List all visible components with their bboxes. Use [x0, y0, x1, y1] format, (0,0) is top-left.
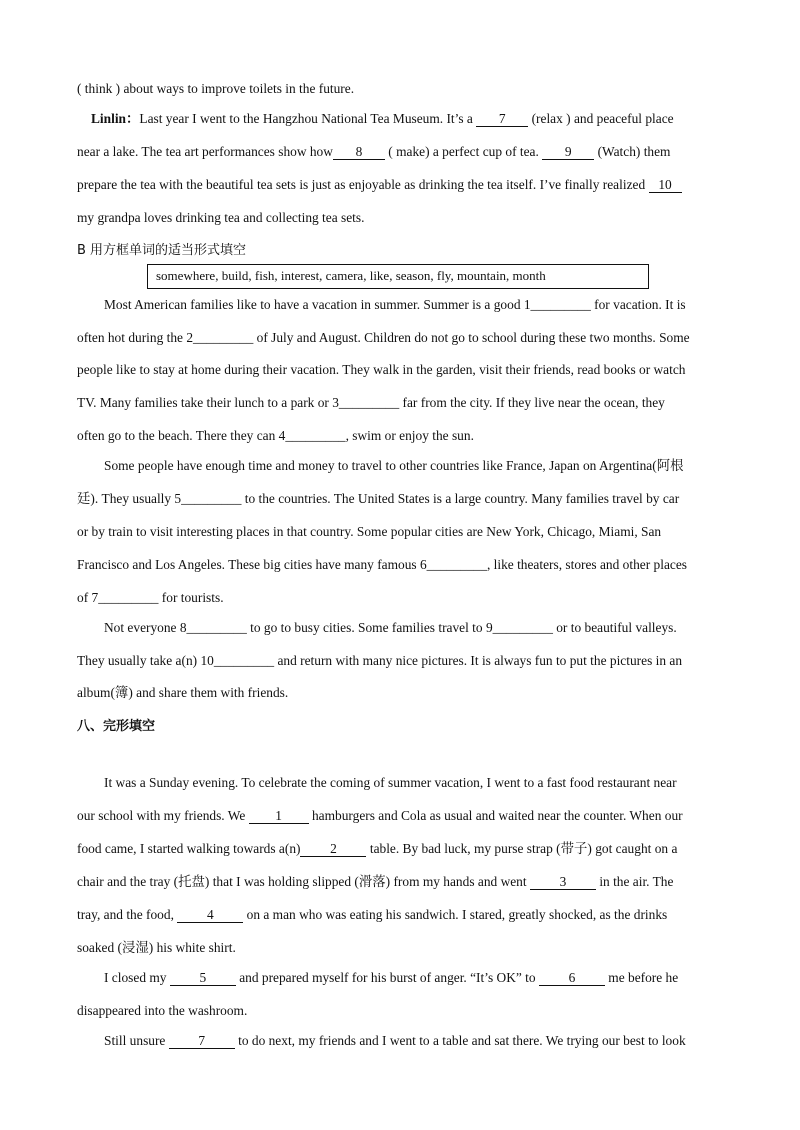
text-line: TV. Many families take their lunch to a park or 3_________ far from the city. If they live near the ocean, they — [77, 395, 665, 410]
text-line: prepare the tea with the beautiful tea sets is just as enjoyable as drinking the tea itself. I’ve finally realized 10 — [77, 176, 682, 194]
text-line: They usually take a(n) 10_________ and return with many nice pictures. It is always fun to put the pictures in an — [77, 653, 683, 668]
text-line: my grandpa loves drinking tea and collecting tea sets. — [77, 210, 365, 225]
text-line: disappeared into the washroom. — [77, 1003, 248, 1018]
text-line: of 7_________ for tourists. — [77, 590, 224, 605]
answer-blank[interactable]: 6 — [539, 971, 605, 986]
answer-blank[interactable]: 9 — [542, 145, 594, 160]
answer-blank[interactable]: 7 — [476, 112, 528, 127]
answer-blank[interactable]: 2 — [300, 842, 366, 857]
text-line: tray, and the food, 4 on a man who was eating his sandwich. I stared, greatly shocked, as the drinks — [77, 907, 668, 922]
speaker-name: Linlin — [91, 111, 126, 126]
text-line: Still unsure 7 to do next, my friends and I went to a table and sat there. We trying our best to look — [104, 1033, 686, 1048]
text-line: Most American families like to have a vacation in summer. Summer is a good 1_________ for vacation. It is — [104, 297, 686, 312]
answer-blank[interactable]: 4 — [177, 908, 243, 923]
answer-blank[interactable]: 7 — [169, 1034, 235, 1049]
text-line: 廷). They usually 5_________ to the countries. The United States is a large country. Many families travel by car — [77, 491, 680, 506]
text-line: our school with my friends. We 1 hamburgers and Cola as usual and waited near the counter. When our — [77, 808, 683, 823]
answer-blank[interactable]: 3 — [530, 875, 596, 890]
answer-blank[interactable]: 8 — [333, 145, 385, 160]
answer-blank[interactable]: 1 — [249, 809, 309, 824]
answer-blank[interactable]: 5 — [170, 971, 236, 986]
text-line: often go to the beach. There they can 4_________, swim or enjoy the sun. — [77, 428, 474, 443]
text-line: ( think ) about ways to improve toilets in the future. — [77, 81, 355, 96]
section-heading: 八、完形填空 — [77, 719, 156, 734]
text-line: food came, I started walking towards a(n) 2 table. By bad luck, my purse strap (带子) got caught on a — [77, 841, 678, 856]
text-line: I closed my 5 and prepared myself for his burst of anger. “It’s OK” to 6 me before he — [104, 970, 679, 985]
text-line: chair and the tray (托盘) that I was holding slipped (滑落) from my hands and went 3 in the air. The — [77, 874, 674, 889]
text-line: Not everyone 8_________ to go to busy cities. Some families travel to 9_________ or to beautiful valleys. — [104, 620, 677, 635]
text-line: often hot during the 2_________ of July and August. Children do not go to school during these two months. Some — [77, 330, 690, 345]
text-line: Linlin：Last year I went to the Hangzhou National Tea Museum. It’s a 7 (relax ) and peaceful place — [91, 111, 674, 126]
text-line: people like to stay at home during their vacation. They walk in the garden, visit their friends, read books or watch — [77, 362, 686, 377]
word-box: somewhere, build, fish, interest, camera, like, season, fly, mountain, month — [147, 264, 649, 289]
text-line: album(簿) and share them with friends. — [77, 685, 289, 700]
text-line: It was a Sunday evening. To celebrate the coming of summer vacation, I went to a fast food restaurant near — [104, 775, 677, 790]
text-line: Francisco and Los Angeles. These big cities have many famous 6_________, like theaters, stores and other places — [77, 557, 687, 572]
answer-blank[interactable]: 10 — [649, 178, 682, 193]
text-line: Some people have enough time and money to travel to other countries like France, Japan on Argentina(阿根 — [104, 458, 684, 473]
text-line: or by train to visit interesting places in that country. Some popular cities are New York, Chicago, Miami, San — [77, 524, 662, 539]
text-line: near a lake. The tea art performances show how 8 ( make) a perfect cup of tea. 9 (Watch) them — [77, 144, 671, 159]
text-line: soaked (浸湿) his white shirt. — [77, 940, 236, 955]
section-heading: B 用方框单词的适当形式填空 — [77, 243, 247, 258]
